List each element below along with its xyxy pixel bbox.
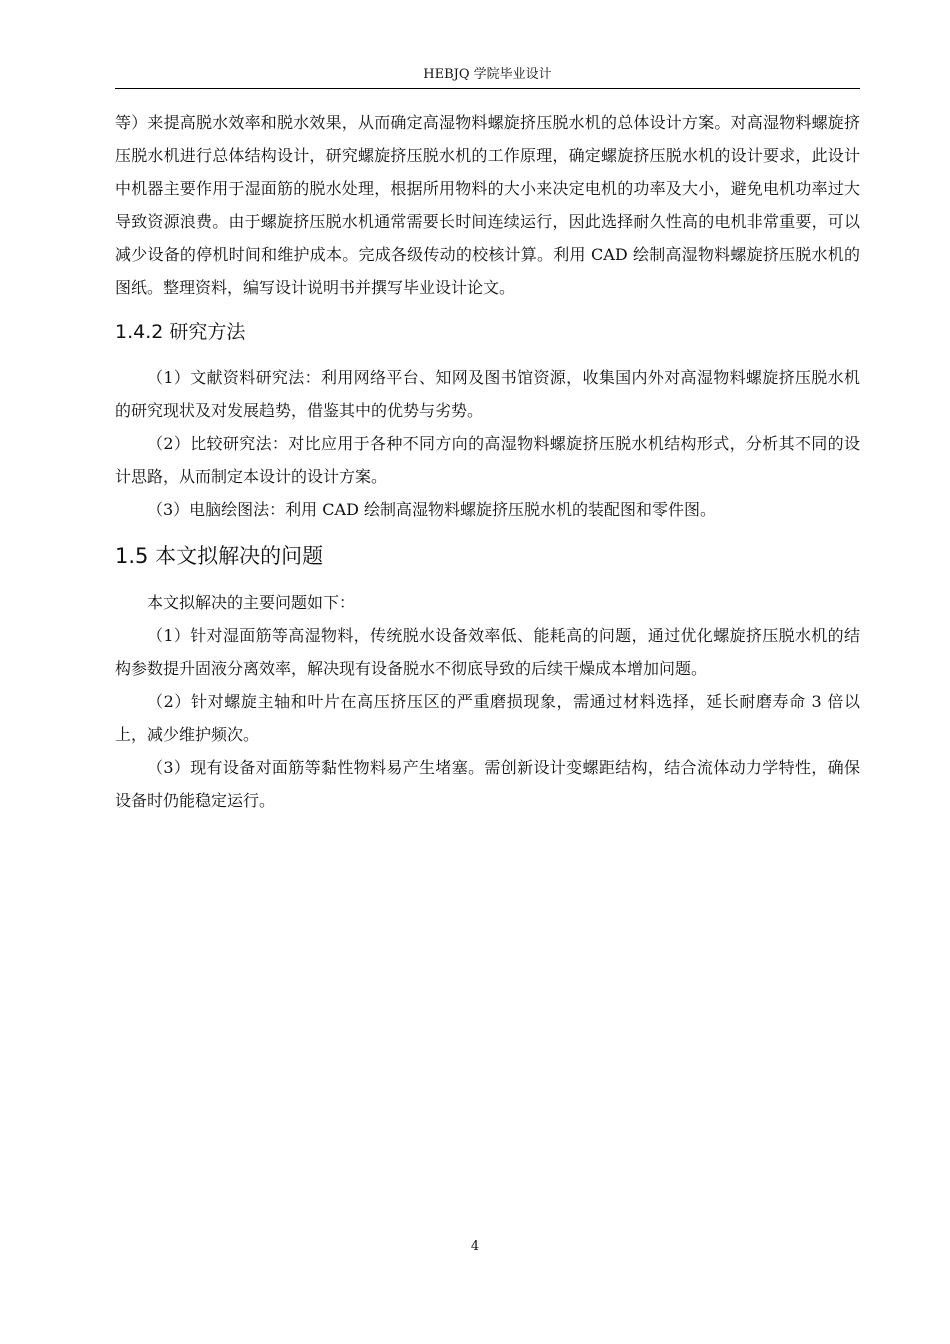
page-header <box>115 62 860 89</box>
page-body <box>115 106 860 817</box>
problems-lead: 本文拟解决的主要问题如下： <box>147 593 356 612</box>
problem-item-1: （1）针对湿面筋等高湿物料，传统脱水设备效率低、能耗高的问题，通过优化螺旋挤压脱水机的结构参数提升固液分离效率，解决现有设备脱水不彻底导致的后续干燥成本增加问题。 <box>115 626 860 678</box>
section-heading-1-5: 1.5 本文拟解决的问题 <box>115 544 324 568</box>
header-title: HEBJQ 学院毕业设计 <box>423 67 552 82</box>
intro-paragraph: 等）来提高脱水效率和脱水效果，从而确定高湿物料螺旋挤压脱水机的总体设计方案。对高湿物料螺旋挤压脱水机进行总体结构设计，研究螺旋挤压脱水机的工作原理，确定螺旋挤压脱水机的设计要求，此设计中机器主要作用于湿面筋的脱水处理，根据所用物料的大小来决定电机的功率及大小，避免电机功率过大导致资源浪费。由于螺旋挤压脱水机通常需要长时间连续运行，因此选择耐久性高的电机非常重要，可以减少设备的停机时间和维护成本。完成各级传动的校核计算。利用 CAD 绘制高湿物料螺旋挤压脱水机的图纸。整理资料，编写设计说明书并撰写毕业设计论文。 <box>115 113 860 297</box>
page-number: 4 <box>470 1239 480 1254</box>
problem-item-3: （3）现有设备对面筋等黏性物料易产生堵塞。需创新设计变螺距结构，结合流体动力学特性，确保设备时仍能稳定运行。 <box>115 758 860 810</box>
section-heading-1-4-2: 1.4.2 研究方法 <box>115 321 246 343</box>
method-item-2: （2）比较研究法：对比应用于各种不同方向的高湿物料螺旋挤压脱水机结构形式，分析其不同的设计思路，从而制定本设计的设计方案。 <box>115 434 860 486</box>
problem-item-2: （2）针对螺旋主轴和叶片在高压挤压区的严重磨损现象，需通过材料选择，延长耐磨寿命 3 倍以上，减少维护频次。 <box>115 692 860 744</box>
method-item-3: （3）电脑绘图法：利用 CAD 绘制高湿物料螺旋挤压脱水机的装配图和零件图。 <box>147 500 716 519</box>
method-item-1: （1）文献资料研究法：利用网络平台、知网及图书馆资源，收集国内外对高湿物料螺旋挤压脱水机的研究现状及对发展趋势，借鉴其中的优势与劣势。 <box>115 368 860 420</box>
